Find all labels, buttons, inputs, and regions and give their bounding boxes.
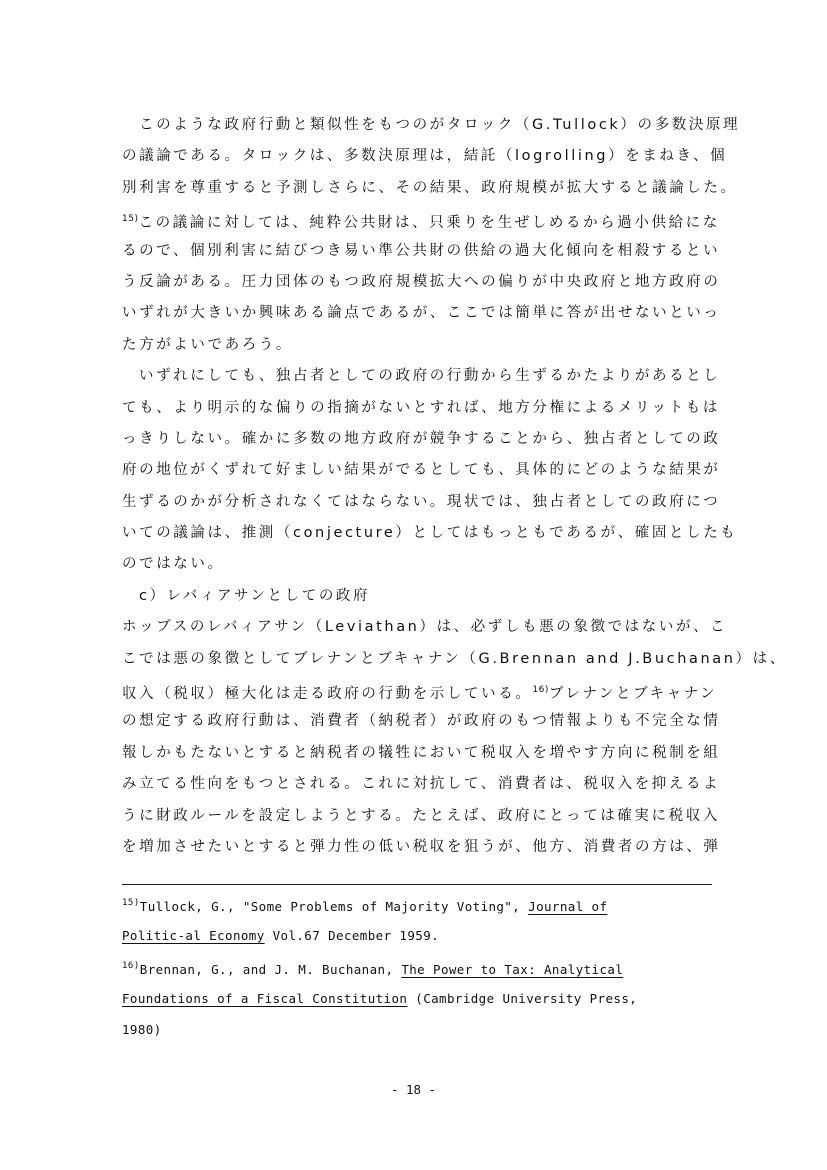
paragraph-line: み立てる性向をもつとされる。これに対抗して、消費者は、税収入を抑えるよ — [122, 776, 721, 793]
paragraph-line: このような政府行動と類似性をもつのがタロック（G.Tullock）の多数決原理 — [139, 117, 741, 133]
footnote-16-year: 1980) — [122, 1022, 162, 1037]
paragraph-line-text: 収入（税収）極大化は走る政府の行動を示している。 — [122, 686, 533, 703]
footnote-authors: Brennan, G., and J. M. Buchanan, — [139, 962, 394, 977]
footnote-title: "Some Problems of Majority Voting", — [242, 899, 521, 914]
paragraph-line: るので、個別利害に結びつき易い準公共財の供給の過大化傾向を相殺するとい — [122, 242, 721, 259]
footnote-ref-15: 15) — [122, 214, 139, 225]
paragraph-line: こでは悪の象徴としてブレナンとブキャナン（G.Brennan and J.Buchanan）は、 — [122, 650, 787, 667]
footnote-divider — [122, 884, 712, 885]
paragraph-line: 府の地位がくずれて好ましい結果がでるとしても、具体的にどのような結果が — [122, 462, 721, 479]
footnote-journal: Politic-al Economy — [122, 927, 265, 943]
paragraph-line — [122, 204, 718, 235]
paragraph-line: ても、より明示的な偏りの指摘がないとすれば、地方分権によるメリットもは — [122, 399, 720, 416]
footnote-marker: 15) — [122, 898, 140, 908]
footnote-details: Vol.67 December 1959. — [272, 927, 440, 943]
paragraph-line: の想定する政府行動は、消費者（納税者）が政府のもつ情報よりも不完全な情 — [122, 713, 721, 730]
section-heading: c）レバィアサンとしての政府 — [139, 587, 371, 604]
footnote-authors: Tullock, G., — [139, 899, 235, 914]
paragraph-line: いずれにしても、独占者としての政府の行動から生ずるかたよりがあるとし — [139, 368, 721, 385]
footnote-15 — [122, 888, 722, 920]
paragraph-line: 別利害を尊重すると予測しさらに、その結果、政府規模が拡大すると議論した。 — [122, 179, 738, 196]
footnote-ref-16: 16) — [532, 685, 549, 696]
paragraph-line: う反論がある。圧力団体のもつ政府規模拡大への偏りが中央政府と地方政府の — [122, 273, 721, 290]
footnote-16-cont — [122, 983, 722, 1015]
paragraph-line: うに財政ルールを設定しようとする。たとえば、政府にとっては確実に税収入 — [122, 807, 720, 824]
page-number: - 18 - — [390, 1082, 437, 1097]
paragraph-line: ホッブスのレバィアサン（Leviathan）は、必ずしも悪の象徴ではないが、こ — [122, 619, 728, 636]
body-text — [122, 110, 787, 863]
footnote-title: Foundations of a Fiscal Constitution — [122, 990, 408, 1006]
paragraph-line: た方がよいであろう。 — [122, 336, 293, 353]
paragraph-line-text: ブレナンとブキャナン — [548, 686, 718, 703]
footnote-publisher: (Cambridge University Press, — [415, 990, 638, 1006]
paragraph-line: 生ずるのかが分析されなくてはならない。現状では、独占者としての政府につ — [122, 493, 721, 510]
paragraph-line-text: この議論に対しては、純粋公共財は、只乗りを生ぜしめるから過小供給にな — [138, 215, 720, 232]
footnote-marker: 16) — [122, 961, 140, 971]
paragraph-line: を増加させたいとすると弾力性の低い税収を狙うが、他方、消費者の方は、弾 — [122, 838, 721, 855]
footnote-15-cont — [122, 920, 722, 952]
paragraph-line: の議論である。タロックは、多数決原理は，結託（logrolling）をまねき、個 — [122, 148, 728, 165]
footnote-16 — [122, 951, 722, 983]
paragraph-line — [122, 675, 718, 706]
footnote-title: The Power to Tax: Analytical — [401, 962, 624, 977]
footnotes — [122, 888, 722, 1046]
footnote-journal: Journal of — [528, 899, 608, 914]
paragraph-line: いての議論は、推測（conjecture）としてはもっともであるが、確固としたも — [122, 525, 738, 542]
paragraph-line: のではない。 — [122, 556, 225, 573]
paragraph-line: っきりしない。確かに多数の地方政府が競争することから、独占者としての政 — [122, 430, 721, 447]
paragraph-line: 報しかもたないとすると納税者の犠牲において税収入を増やす方向に税制を組 — [122, 744, 721, 761]
paragraph-line: いずれが大きいか興味ある論点であるが、ここでは簡単に答が出せないといっ — [122, 305, 721, 322]
